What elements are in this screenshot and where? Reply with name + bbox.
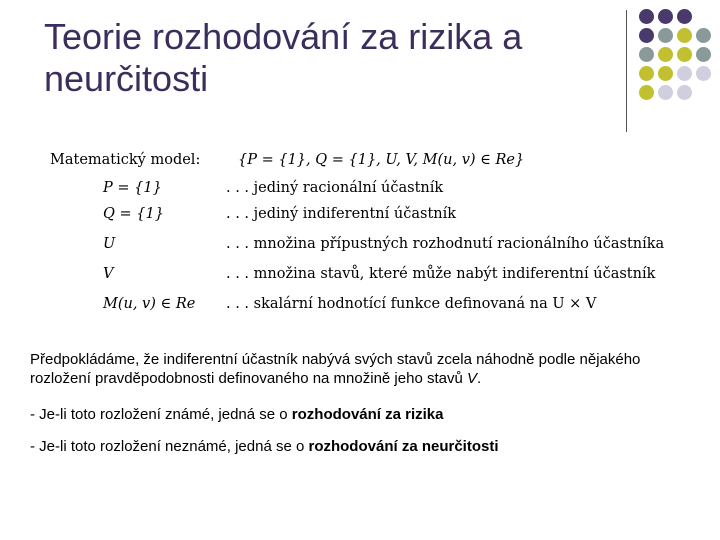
- decorative-dot: [639, 28, 654, 43]
- risk-bullet-term: rozhodování za rizika: [291, 406, 444, 423]
- decorative-dot: [639, 47, 654, 62]
- decorative-dot: [658, 66, 673, 81]
- decorative-dot: [658, 28, 673, 43]
- decorative-dot: [639, 9, 654, 24]
- decorative-dot: [677, 9, 692, 24]
- decorative-dot: [658, 47, 673, 62]
- decorative-dot: [677, 85, 692, 100]
- assumption-paragraph: [30, 350, 700, 388]
- assumption-end: .: [477, 370, 482, 387]
- decorative-dot: [677, 28, 692, 43]
- decorative-dot: [658, 9, 673, 24]
- uncertainty-bullet-text: - Je-li toto rozložení neznámé, jedná se o: [30, 438, 309, 455]
- math-model-label: Matematický model:: [50, 152, 201, 168]
- slide-title-line-2: neurčitosti: [44, 58, 209, 99]
- math-model-symbol: U: [103, 236, 116, 252]
- decorative-dot: [696, 47, 711, 62]
- math-model-definition: {P = {1}, Q = {1}, U, V, M(u, v) ∈ Re}: [238, 152, 525, 168]
- risk-bullet: [30, 405, 700, 424]
- uncertainty-bullet: [30, 437, 700, 456]
- math-model-description: . . . jediný racionální účastník: [226, 180, 444, 196]
- slide-title: [44, 16, 624, 100]
- math-model-symbol: Q = {1}: [103, 206, 164, 222]
- decorative-dot: [658, 85, 673, 100]
- math-model-symbol: V: [103, 266, 114, 282]
- math-model-symbol: M(u, v) ∈ Re: [103, 296, 196, 312]
- title-divider: [626, 10, 627, 132]
- uncertainty-bullet-term: rozhodování za neurčitosti: [308, 438, 499, 455]
- risk-bullet-text: - Je-li toto rozložení známé, jedná se o: [30, 406, 292, 423]
- math-model-description: . . . množina přípustných rozhodnutí racionálního účastníka: [226, 236, 665, 252]
- decorative-dot-grid: [639, 9, 719, 119]
- decorative-dot: [639, 85, 654, 100]
- math-model-symbol: P = {1}: [103, 180, 162, 196]
- decorative-dot: [696, 66, 711, 81]
- decorative-dot: [696, 28, 711, 43]
- slide-title-line-1: Teorie rozhodování za rizika a: [44, 16, 523, 57]
- math-model-description: . . . množina stavů, které může nabýt indiferentní účastník: [226, 266, 656, 282]
- math-model-description: . . . skalární hodnotící funkce definovaná na U × V: [226, 296, 597, 312]
- decorative-dot: [677, 66, 692, 81]
- decorative-dot: [677, 47, 692, 62]
- decorative-dot: [639, 66, 654, 81]
- assumption-text: Předpokládáme, že indiferentní účastník nabývá svých stavů zcela náhodně podle nějakého rozložení pravděpodobnosti definovaného na množině jeho stavů: [30, 351, 641, 387]
- math-model-description: . . . jediný indiferentní účastník: [226, 206, 457, 222]
- states-symbol: V: [466, 370, 477, 387]
